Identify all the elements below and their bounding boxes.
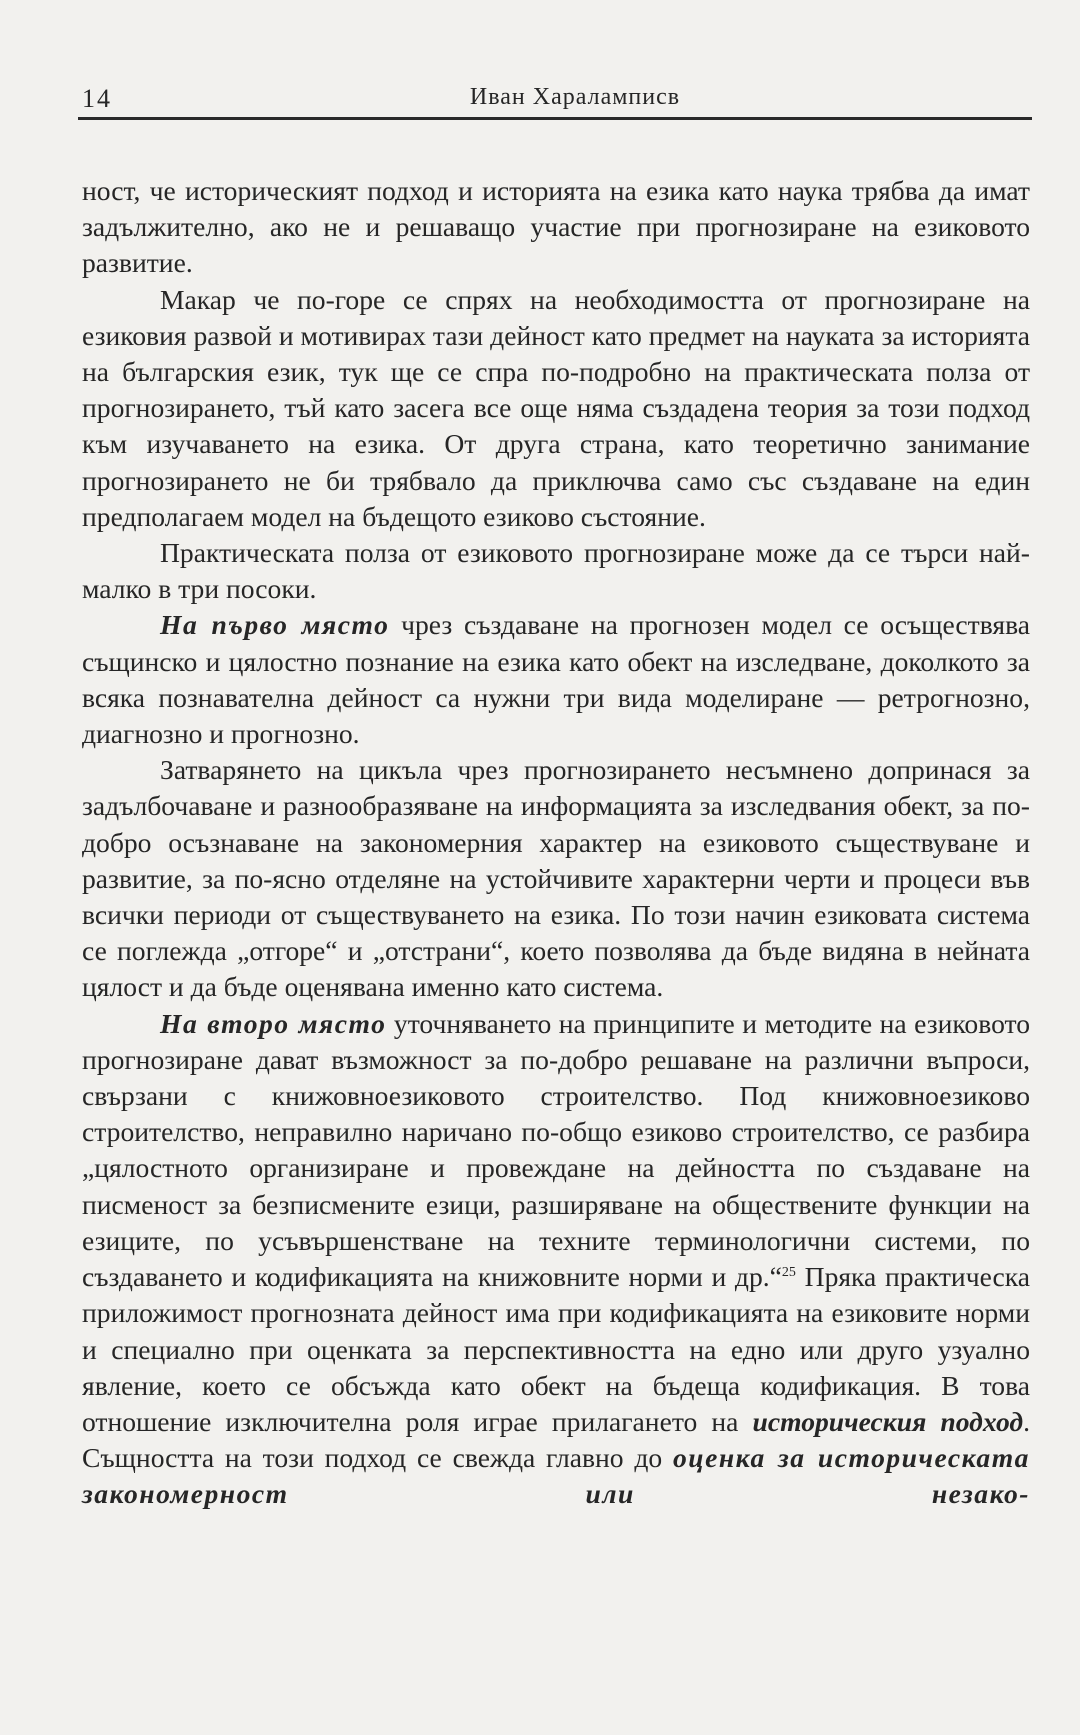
header-rule xyxy=(78,117,1032,120)
paragraph-4 xyxy=(82,607,1030,752)
paragraph-1: ност, че историческият подход и историята на езика като наука трябва да имат задължително, ако не и решаващо участие при прогнозиране на езиковото развитие. xyxy=(82,175,1030,279)
page-header xyxy=(78,80,1032,118)
paragraph-6-text-b: Пряка практическа приложимост прогнозната дейност има при кодификацията на езиковите норми и специално при оценката за перспективността на едно или друго узуално явление, което се обсъжда като обект на бъдеща кодификация. В това отношение изключителна роля играе прилагането на xyxy=(82,1261,1030,1437)
paragraph-3: Практическата полза от езиковото прогнозиране може да се търси най-малко в три посоки. xyxy=(82,537,1030,605)
paragraph-4-text: чрез създаване на прогнозен модел се осъществява същинско и цялостно познание на езика като обект на изследване, доколкото за всяка познавателна дейност са нужни три вида моделиране — ретрогнозно, диагнозно и прогнозно. xyxy=(82,609,1030,750)
running-head-author: Иван Хараламписв xyxy=(469,84,681,110)
emphasis-second-place: На второ място xyxy=(160,1007,387,1039)
paragraph-5: Затварянето на цикъла чрез прогнозирането несъмнено допринася за задълбочаване и разнообразяване на информацията за изследвания обект, за по-добро осъзнаване на закономерния характер на езиковото съществуване и развитие, за по-ясно отделяне на устойчивите характерни черти и процеси във всички периоди от съществуването на езика. По този начин езиковата система се поглежда „отгоре“ и „отстрани“, което позволява да бъде видяна в нейната цялост и да бъде оценявана именно като система. xyxy=(82,754,1030,1003)
paragraph-6 xyxy=(82,1006,1030,1513)
paragraph-2: Макар че по-горе се спрях на необходимостта от прогнозиране на езиковия развой и мотивирах тази дейност като предмет на науката за историята на българския език, тук ще се спра по-подробно на практическата полза от прогнозирането, тъй като засега все още няма създадена теория за този подход към изучаването на езика. От друга страна, като теоретично занимание прогнозирането не би трябвало да приключва само със създаване на един предполагаем модел на бъдещото езиково състояние. xyxy=(82,283,1030,532)
page-number: 14 xyxy=(82,84,112,113)
page-body xyxy=(82,173,1030,1513)
emphasis-historical-approach: историческия подход xyxy=(752,1405,1024,1437)
paragraph-6-text-c: . Същността на този подход се свежда главно до xyxy=(82,1405,1030,1474)
emphasis-historical-regularity: оценка за историческата закономерност или незако- xyxy=(82,1442,1030,1510)
emphasis-first-place: На първо място xyxy=(160,609,390,641)
paragraph-6-text-a: уточняването на принципите и методите на езиковото прогнозиране дават възможност за по-добро решаване на различни въпроси, свързани с книжовноезиковото строителство. Под книжовноезиково строителство, неправилно наричано по-общо езиково строителство, се разбира „цялостното организиране и провеждане на дейността по създаване на писменост за безписмените езици, разширяване на обществените функции на езиците, по усъвършенстване на техните терминологични системи, по създаването и кодификацията на книжовните норми и др.“ xyxy=(82,1007,1030,1293)
footnote-marker: 25 xyxy=(781,1264,796,1280)
